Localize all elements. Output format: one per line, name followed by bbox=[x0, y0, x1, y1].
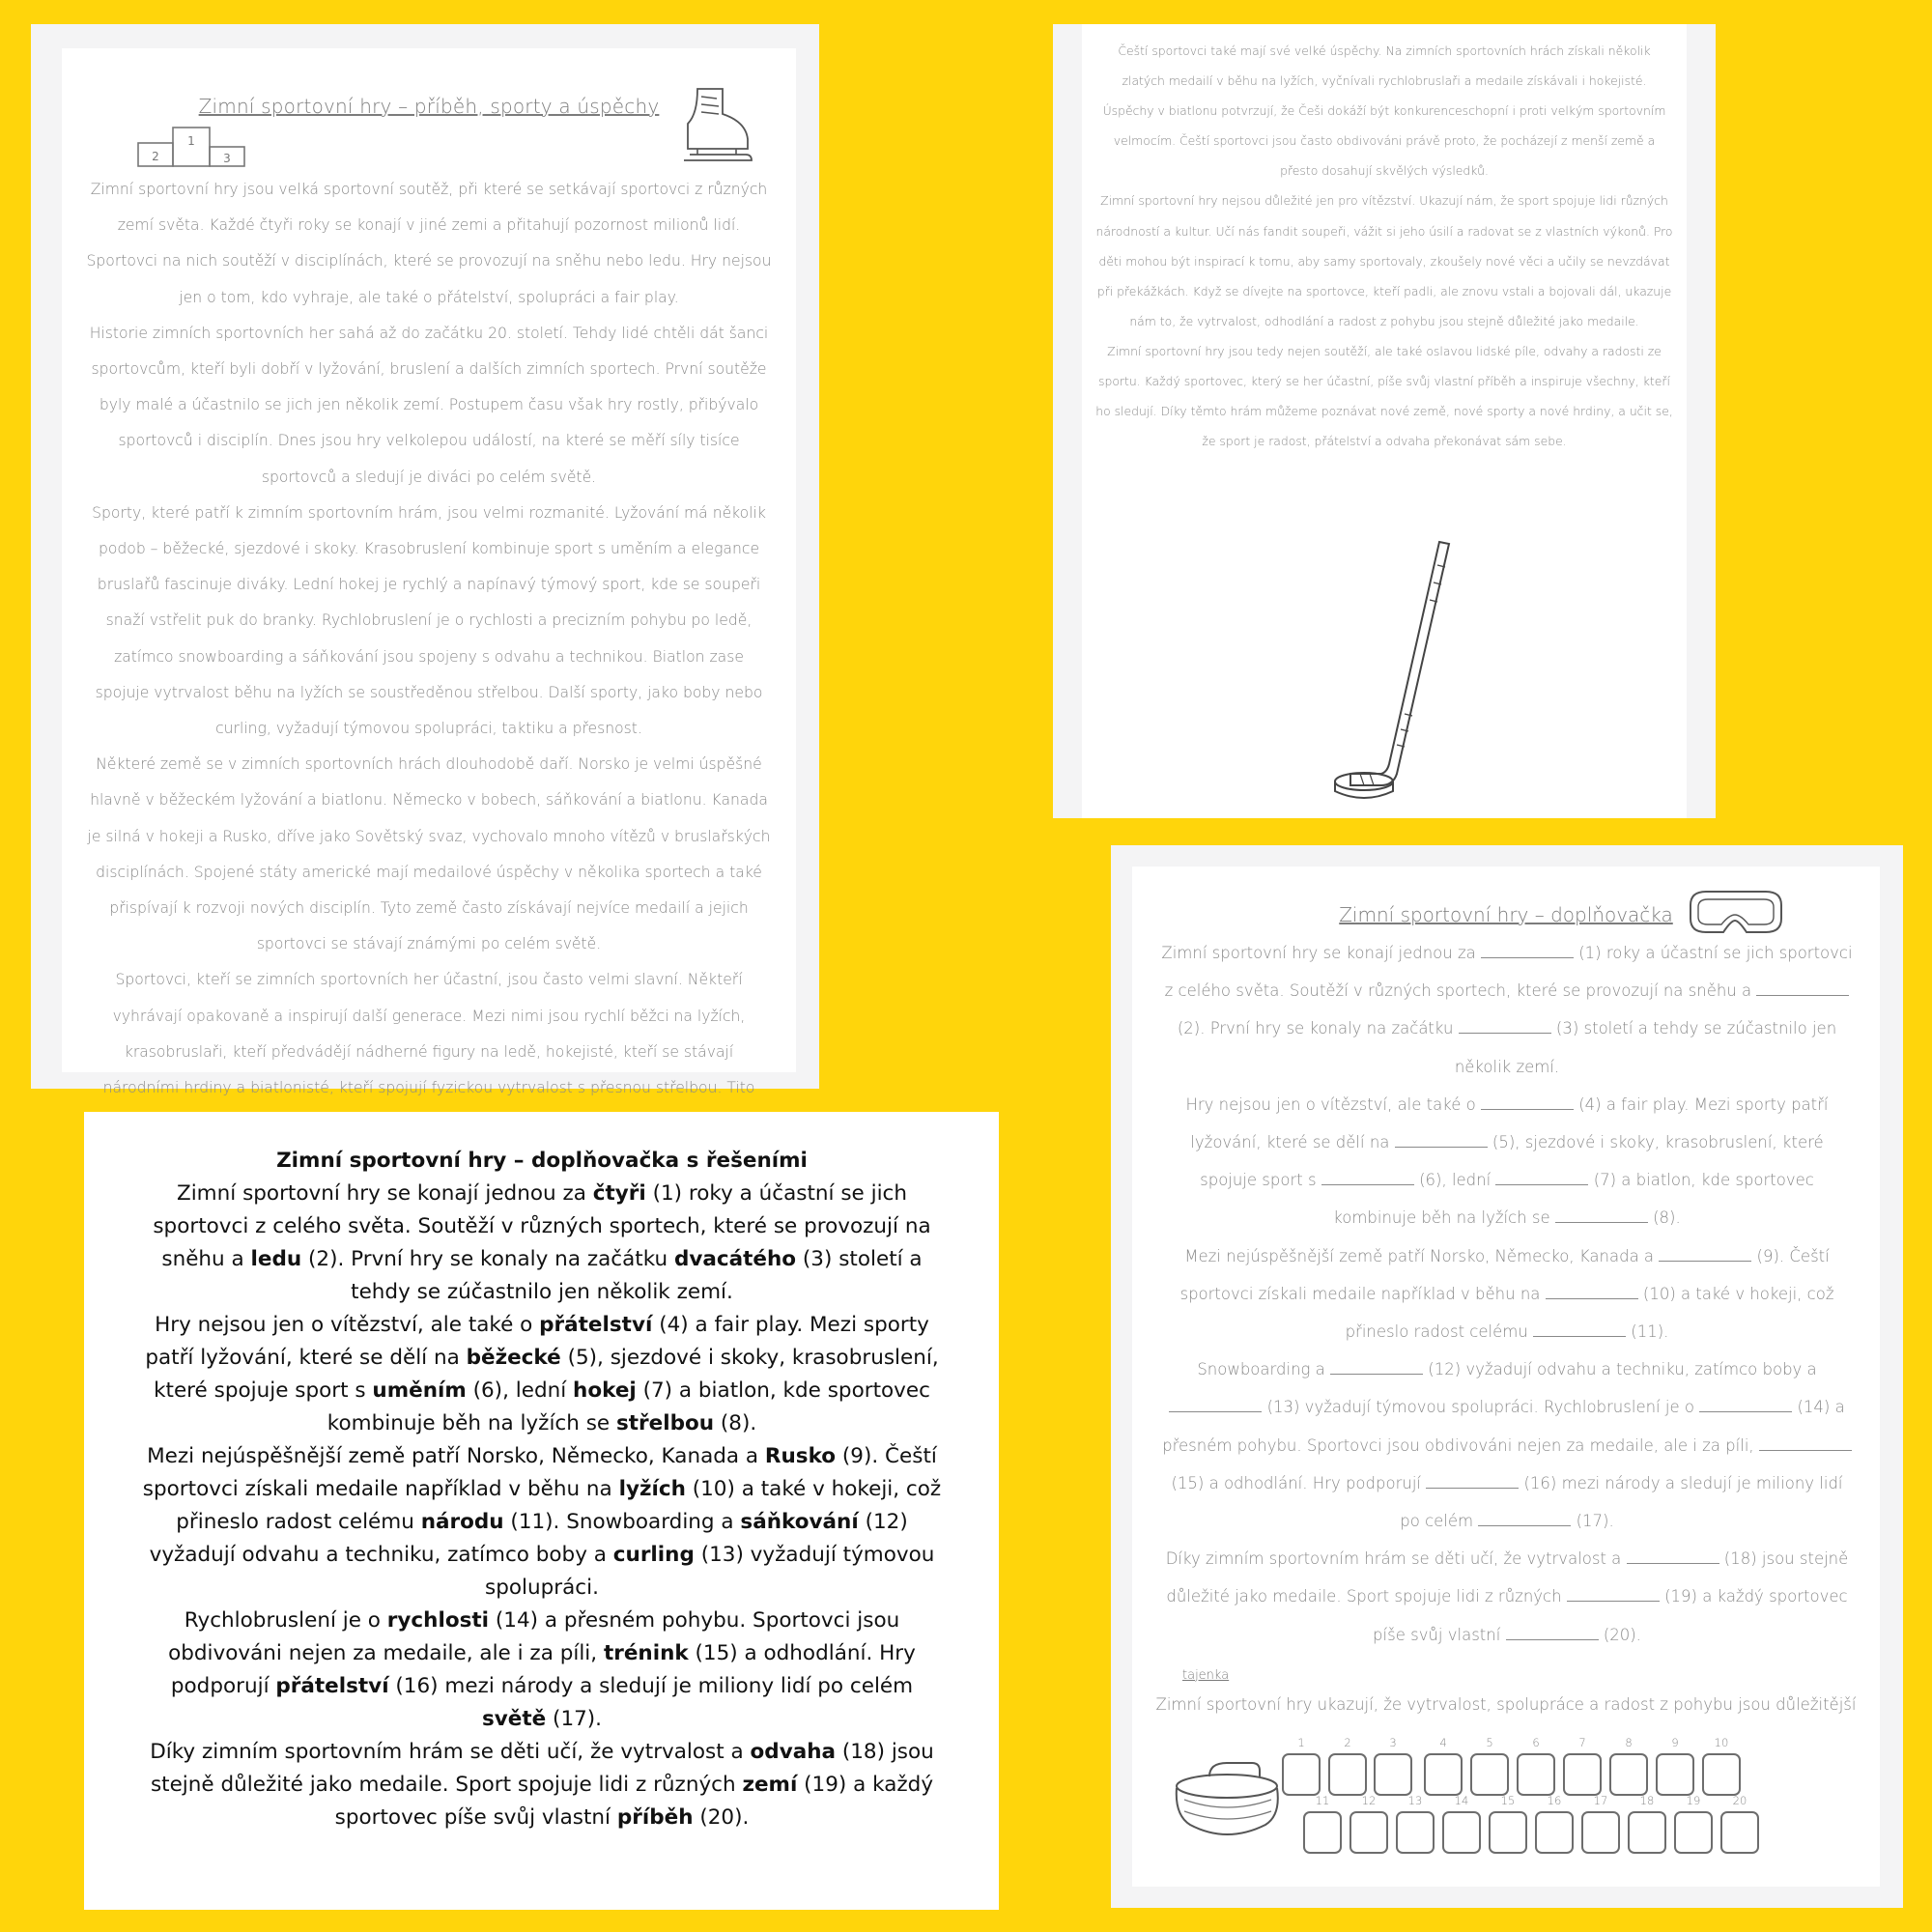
podium-number-3: 3 bbox=[223, 152, 231, 165]
answer-word: uměním bbox=[372, 1378, 467, 1403]
answer-blank[interactable] bbox=[1478, 1512, 1571, 1526]
tajenka-number: 8 bbox=[1625, 1736, 1633, 1749]
answer-key-title: Zimní sportovní hry – doplňovačka s řešeními bbox=[276, 1149, 808, 1173]
tajenka-box[interactable] bbox=[1328, 1753, 1367, 1796]
story-continued-page bbox=[1082, 24, 1687, 818]
answer-blank[interactable] bbox=[1495, 1171, 1588, 1185]
story-paragraph: Sportovci, kteří se zimních sportovních her účastní, jsou často velmi slavní. Někteří vyhrávají opakovaně a inspirují další generace. Mezi nimi jsou rychlí běžci na lyžích, krasobruslaři, kteří předvádějí nádherné figury na ledě, hokejisté, kteří se stávají národními hrdiny a biatlonisté, kteří spojují fyzickou vytrvalost s přesnou střelbou. Tito bbox=[102, 971, 755, 1097]
tajenka-box[interactable] bbox=[1517, 1753, 1555, 1796]
tajenka-number: 2 bbox=[1344, 1736, 1351, 1749]
puck-icon bbox=[1331, 770, 1399, 809]
answer-word: přátelství bbox=[539, 1313, 653, 1337]
story-title: Zimní sportovní hry – příběh, sporty a úspěchy bbox=[198, 95, 660, 118]
tajenka-number: 15 bbox=[1500, 1794, 1516, 1807]
answer-paragraph: Zimní sportovní hry se konají jednou za čtyři (1) roky a účastní se jich sportovci z celého světa. Soutěží v různých sportech, které se provozují na sněhu a ledu (2). První hry se konaly na začátku dvacátého (3) století a tehdy se zúčastnilo jen několik zemí. bbox=[153, 1181, 931, 1304]
answer-word: ledu bbox=[250, 1247, 302, 1271]
answer-blank[interactable] bbox=[1481, 1095, 1574, 1110]
answer-word: čtyři bbox=[592, 1181, 646, 1206]
curling-stone-icon bbox=[1171, 1757, 1285, 1840]
podium-icon bbox=[136, 124, 262, 168]
tajenka-box[interactable] bbox=[1535, 1811, 1574, 1854]
answer-blank[interactable] bbox=[1756, 981, 1849, 996]
tajenka-number: 18 bbox=[1639, 1794, 1655, 1807]
tajenka-box[interactable] bbox=[1424, 1753, 1463, 1796]
answer-word: odvaha bbox=[750, 1740, 837, 1764]
tajenka-box[interactable] bbox=[1303, 1811, 1342, 1854]
tajenka-number: 6 bbox=[1532, 1736, 1540, 1749]
tajenka-number: 10 bbox=[1714, 1736, 1729, 1749]
worksheet-paragraph: Zimní sportovní hry se konají jednou za (1) roky a účastní se jich sportovci z celého světa. Soutěží v různých sportech, které se provozují na sněhu a (2). První hry se konaly na začátku (3) století a tehdy se zúčastnilo jen několik zemí. bbox=[1161, 944, 1853, 1076]
tajenka-number: 14 bbox=[1454, 1794, 1469, 1807]
tajenka-box[interactable] bbox=[1720, 1811, 1759, 1854]
tajenka-number: 1 bbox=[1297, 1736, 1305, 1749]
answer-word: běžecké bbox=[466, 1346, 561, 1370]
answer-word: přátelství bbox=[275, 1674, 389, 1698]
answer-blank[interactable] bbox=[1533, 1322, 1626, 1337]
tajenka-number: 16 bbox=[1547, 1794, 1562, 1807]
story-page bbox=[62, 48, 796, 1097]
answer-paragraph: Hry nejsou jen o vítězství, ale také o přátelství (4) a fair play. Mezi sporty patří lyžování, které se dělí na běžecké (5), sjezdové i skoky, krasobruslení, které spojuje sport s uměním (6), lední hokej (7) a biatlon, kde sportovec kombinuje běh na lyžích se střelbou (8). bbox=[145, 1313, 939, 1435]
tajenka-number: 5 bbox=[1486, 1736, 1493, 1749]
story-sheet bbox=[31, 24, 819, 1097]
answer-word: lyžích bbox=[618, 1477, 686, 1501]
answer-word: Rusko bbox=[764, 1444, 837, 1468]
story-continued-text bbox=[1095, 36, 1673, 456]
worksheet-title: Zimní sportovní hry – doplňovačka bbox=[1339, 903, 1673, 926]
answer-blank[interactable] bbox=[1759, 1436, 1852, 1451]
answer-word: dvacátého bbox=[673, 1247, 797, 1271]
answer-blank[interactable] bbox=[1426, 1474, 1519, 1489]
answer-word: národu bbox=[420, 1510, 504, 1534]
answer-word: světě bbox=[481, 1707, 547, 1731]
tajenka-sentence: Zimní sportovní hry ukazují, že vytrvalost, spolupráce a radost z pohybu jsou důležitější bbox=[1155, 1695, 1857, 1714]
worksheet-text bbox=[1161, 934, 1853, 1654]
answer-paragraph: Mezi nejúspěšnější země patří Norsko, Německo, Kanada a Rusko (9). Čeští sportovci získali medaile například v běhu na lyžích (10) a také v hokeji, což přineslo radost celému národu (11). Snowboarding a sáňkování (12) vyžadují odvahu a techniku, zatímco boby a curling (13) vyžadují týmovou spolupráci. bbox=[142, 1444, 942, 1600]
answer-word: sáňkování bbox=[740, 1510, 859, 1534]
answer-word: příběh bbox=[616, 1805, 694, 1830]
answer-blank[interactable] bbox=[1330, 1360, 1423, 1375]
story-paragraph: Některé země se v zimních sportovních hrách dlouhodobě daří. Norsko je velmi úspěšné hlavně v běžeckém lyžování a biatlonu. Německo v bobech, sáňkování a biatlonu. Kanada je silná v hokeji a Rusko, dříve jako Sovětský svaz, vychovalo mnoho vítězů v bruslařských disciplínách. Spojené státy americké mají medailové úspěchy v několika sportech a také přispívají k rozvoji nových disciplín. Tyto země často získávají nejvíce medailí a jejich sportovci se stávají známými po celém světě. bbox=[87, 755, 771, 953]
tajenka-label: tajenka bbox=[1182, 1668, 1230, 1683]
story-paragraph: Zimní sportovní hry jsou tedy nejen soutěží, ale také oslavou lidské píle, odvahy a radosti ze sportu. Každý sportovec, který se her účastní, píše svůj vlastní příběh a inspiruje všechny, kteří ho sledují. Díky těmto hrám můžeme poznávat nové země, nové sporty a nové hrdiny, a učit se, že sport je radost, přátelství a odvaha překonávat sám sebe. bbox=[1095, 343, 1673, 449]
tajenka-box[interactable] bbox=[1628, 1811, 1666, 1854]
tajenka-number: 20 bbox=[1732, 1794, 1747, 1807]
answer-paragraph: Rychlobruslení je o rychlosti (14) a přesném pohybu. Sportovci jsou obdivováni nejen za medaile, ale i za píli, trénink (15) a odhodlání. Hry podporují přátelství (16) mezi národy a sledují je miliony lidí po celém světě (17). bbox=[168, 1608, 916, 1731]
answer-blank[interactable] bbox=[1555, 1208, 1648, 1223]
tajenka-number: 19 bbox=[1686, 1794, 1701, 1807]
story-paragraph: Zimní sportovní hry jsou velká sportovní soutěž, při které se setkávají sportovci z různých zemí světa. Každé čtyři roky se konají v jiné zemi a přitahují pozornost milionů lidí. Sportovci na nich soutěží v disciplínách, které se provozují na sněhu nebo ledu. Hry nejsou jen o tom, kdo vyhraje, ale také o přátelství, spolupráci a fair play. bbox=[86, 181, 772, 306]
answer-paragraph: Díky zimním sportovním hrám se děti učí, že vytrvalost a odvaha (18) jsou stejně důležité jako medaile. Sport spojuje lidi z různých zemí (19) a každý sportovec píše svůj vlastní příběh (20). bbox=[150, 1740, 934, 1830]
worksheet-paragraph: Snowboarding a (12) vyžadují odvahu a techniku, zatímco boby a (13) vyžadují týmovou spolupráci. Rychlobruslení je o (14) a přesném pohybu. Sportovci jsou obdivováni nejen za medaile, ale i za píli, (15) a odhodlání. Hry podporují (16) mezi národy a sledují je miliony lidí po celém (17). bbox=[1161, 1350, 1853, 1540]
tajenka-box[interactable] bbox=[1442, 1811, 1481, 1854]
tajenka-box[interactable] bbox=[1674, 1811, 1713, 1854]
answer-blank[interactable] bbox=[1699, 1398, 1792, 1412]
story-continued-sheet bbox=[1053, 24, 1716, 818]
story-paragraph: Zimní sportovní hry nejsou důležité jen pro vítězství. Ukazují nám, že sport spojuje lidi různých národností a kultur. Učí nás fandit soupeři, vážit si jeho úsilí a radovat se z vlastních výkonů. Pro děti mohou být inspirací k tomu, aby samy sportovaly, zkoušely nové věci a učily se nevzdávat při překážkách. Když se dívejte na sportovce, kteří padli, ale znovu vstali a bojovali dál, ukazuje nám to, že vytrvalost, odhodlání a radost z pohybu jsou stejně důležité jako medaile. bbox=[1095, 193, 1673, 328]
answer-word: rychlosti bbox=[386, 1608, 490, 1633]
tajenka-box[interactable] bbox=[1374, 1753, 1412, 1796]
answer-word: zemí bbox=[742, 1773, 798, 1797]
answer-blank[interactable] bbox=[1169, 1398, 1262, 1412]
answer-blank[interactable] bbox=[1506, 1626, 1599, 1640]
answer-word: trénink bbox=[603, 1641, 689, 1665]
tajenka-number: 13 bbox=[1407, 1794, 1423, 1807]
story-paragraph: Sporty, které patří k zimním sportovním hrám, jsou velmi rozmanité. Lyžování má několik podob – běžecké, sjezdové i skoky. Krasobruslení kombinuje sport s uměním a elegance bruslařů fascinuje diváky. Lední hokej je rychlý a napínavý týmový sport, kde se soupeři snaží vstřelit puk do branky. Rychlobruslení je o rychlosti a precizním pohybu po ledě, zatímco snowboarding a sáňkování jsou spojeny s odvahu a technikou. Biatlon zase spojuje vytrvalost běhu na lyžích se soustředěnou střelbou. Další sporty, jako boby nebo curling, vyžadují týmovou spolupráci, taktiku a přesnost. bbox=[92, 503, 766, 738]
tajenka-box[interactable] bbox=[1396, 1811, 1435, 1854]
tajenka-box[interactable] bbox=[1609, 1753, 1648, 1796]
tajenka-box[interactable] bbox=[1563, 1753, 1602, 1796]
tajenka-box[interactable] bbox=[1350, 1811, 1388, 1854]
tajenka-box[interactable] bbox=[1470, 1753, 1509, 1796]
tajenka-number: 11 bbox=[1315, 1794, 1330, 1807]
tajenka-number: 3 bbox=[1389, 1736, 1397, 1749]
answer-key-sheet bbox=[84, 1112, 999, 1910]
answer-word: hokej bbox=[573, 1378, 637, 1403]
tajenka-box[interactable] bbox=[1489, 1811, 1527, 1854]
answer-blank[interactable] bbox=[1567, 1587, 1660, 1602]
answer-word: curling bbox=[612, 1543, 695, 1567]
answer-blank[interactable] bbox=[1459, 1019, 1551, 1034]
tajenka-number: 7 bbox=[1578, 1736, 1586, 1749]
tajenka-box[interactable] bbox=[1656, 1753, 1694, 1796]
story-paragraph: Historie zimních sportovních her sahá až do začátku 20. století. Tehdy lidé chtěli dát šanci sportovcům, kteří byli dobří v lyžování, bruslení a dalších zimních sportech. První soutěže byly malé a účastnilo se jich jen několik zemí. Postupem času však hry rostly, přibývalo sportovců i disciplín. Dnes jsou hry velkolepou událostí, na které se měří síly tisíce sportovců a sledují je diváci po celém světě. bbox=[89, 324, 769, 486]
tajenka-box[interactable] bbox=[1282, 1753, 1321, 1796]
worksheet-paragraph: Mezi nejúspěšnější země patří Norsko, Německo, Kanada a (9). Čeští sportovci získali medaile například v běhu na (10) a také v hokeji, což přineslo radost celému (11). bbox=[1179, 1246, 1834, 1342]
answer-blank[interactable] bbox=[1659, 1247, 1751, 1262]
tajenka-box[interactable] bbox=[1702, 1753, 1741, 1796]
answer-blank[interactable] bbox=[1321, 1171, 1414, 1185]
answer-blank[interactable] bbox=[1627, 1549, 1719, 1564]
tajenka-number: 12 bbox=[1361, 1794, 1377, 1807]
tajenka-number: 17 bbox=[1593, 1794, 1608, 1807]
answer-blank[interactable] bbox=[1481, 944, 1574, 958]
tajenka-number: 9 bbox=[1671, 1736, 1679, 1749]
worksheet-sheet bbox=[1111, 845, 1903, 1908]
answer-blank[interactable] bbox=[1546, 1285, 1638, 1299]
answer-key-page bbox=[120, 1112, 964, 1910]
worksheet-page bbox=[1132, 867, 1880, 1887]
answer-word: střelbou bbox=[615, 1411, 715, 1435]
answer-blank[interactable] bbox=[1395, 1133, 1488, 1148]
worksheet-paragraph: Díky zimním sportovním hrám se děti učí, že vytrvalost a (18) jsou stejně důležité jako medaile. Sport spojuje lidi z různých (19) a každý sportovec píše svůj vlastní (20). bbox=[1165, 1549, 1849, 1644]
answer-key-text bbox=[141, 1145, 943, 1834]
worksheet-paragraph: Hry nejsou jen o vítězství, ale také o (4) a fair play. Mezi sporty patří lyžování, které se dělí na (5), sjezdové i skoky, krasobruslení, které spojuje sport s (6), lední (7) a biatlon, kde sportovec kombinuje běh na lyžích se (8). bbox=[1185, 1094, 1829, 1228]
tajenka-number: 4 bbox=[1439, 1736, 1447, 1749]
story-text bbox=[85, 172, 773, 1142]
story-paragraph: Čeští sportovci také mají své velké úspěchy. Na zimních sportovních hrách získali několik zlatých medailí v běhu na lyžích, vyčnívali rychlobruslaři a medaile získávali i hokejisté. Úspěchy v biatlonu potvrzují, že Češi dokáží být konkurenceschopní i proti velkým sportovním velmocím. Čeští sportovci jsou často obdivováni právě proto, že pocházejí z menší země a přesto dosahují skvělých výsledků. bbox=[1102, 43, 1666, 179]
podium-number-1: 1 bbox=[187, 134, 195, 148]
podium-number-2: 2 bbox=[152, 150, 159, 163]
tajenka-box[interactable] bbox=[1581, 1811, 1620, 1854]
